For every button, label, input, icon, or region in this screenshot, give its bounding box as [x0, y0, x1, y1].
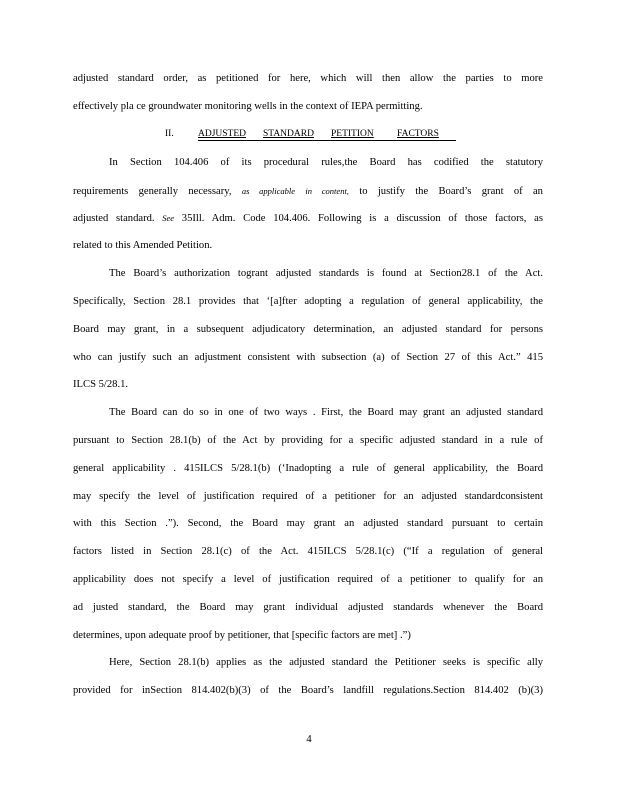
- body-line: adjusted standard order, as petitioned for here, which will then allow the parties to more: [73, 73, 543, 84]
- body-line: The Board can do so in one of two ways . First, the Board may grant an adjusted standard: [109, 407, 543, 418]
- body-line: may specify the level of justification required of a petitioner for an adjusted standardconsistent: [73, 491, 543, 502]
- body-line: provided for inSection 814.402(b)(3) of the Board’s landfill regulations.Section 814.402 (b)(3): [73, 685, 543, 696]
- body-line: effectively pla ce groundwater monitoring wells in the context of IEPA permitting.: [73, 101, 423, 112]
- body-line: The Board’s authorization togrant adjusted standards is found at Section28.1 of the Act.: [109, 268, 543, 279]
- heading-word: STANDARD: [263, 129, 314, 139]
- heading-word: FACTORS: [397, 129, 439, 139]
- heading-word: ADJUSTED: [198, 129, 247, 139]
- body-line: In Section 104.406 of its procedural rules,the Board has codified the statutory: [109, 157, 543, 168]
- body-line: Here, Section 28.1(b) applies as the adjusted standard the Petitioner seeks is specific ally: [109, 657, 543, 668]
- page-number: 4: [306, 734, 312, 745]
- body-line: Specifically, Section 28.1 provides that ‘[a]fter adopting a regulation of general applicability, the: [73, 296, 543, 307]
- body-line: factors listed in Section 28.1(c) of the Act. 415ILCS 5/28.1(c) (“If a regulation of general: [73, 546, 543, 557]
- body-line: pursuant to Section 28.1(b) of the Act by providing for a specific adjusted standard in a rule of: [73, 435, 543, 446]
- heading-word: PETITION: [331, 129, 374, 139]
- body-line: ILCS 5/28.1.: [73, 379, 129, 390]
- body-line: applicability does not specify a level of justification required of a petitioner to qualify for an: [73, 574, 543, 585]
- body-line: who can justify such an adjustment consistent with subsection (a) of Section 27 of this Act.” 415: [73, 352, 543, 363]
- heading-underline: [198, 140, 456, 141]
- body-line: related to this Amended Petition.: [73, 240, 213, 251]
- heading-number: II.: [165, 129, 174, 139]
- body-line: determines, upon adequate proof by petitioner, that [specific factors are met] .”): [73, 630, 411, 641]
- body-line: requirements generally necessary, as applicable in content, to justify the Board’s grant of an: [73, 186, 543, 197]
- body-line: general applicability . 415ILCS 5/28.1(b) (‘Inadopting a rule of general applicability, the Board: [73, 463, 543, 474]
- body-line: adjusted standard. See 35Ill. Adm. Code 104.406. Following is a discussion of those factors, as: [73, 213, 543, 224]
- body-line: ad justed standard, the Board may grant individual adjusted standards whenever the Board: [73, 602, 543, 613]
- body-line: Board may grant, in a subsequent adjudicatory determination, an adjusted standard for persons: [73, 324, 543, 335]
- body-line: with this Section .”). Second, the Board may grant an adjusted standard pursuant to certain: [73, 518, 543, 529]
